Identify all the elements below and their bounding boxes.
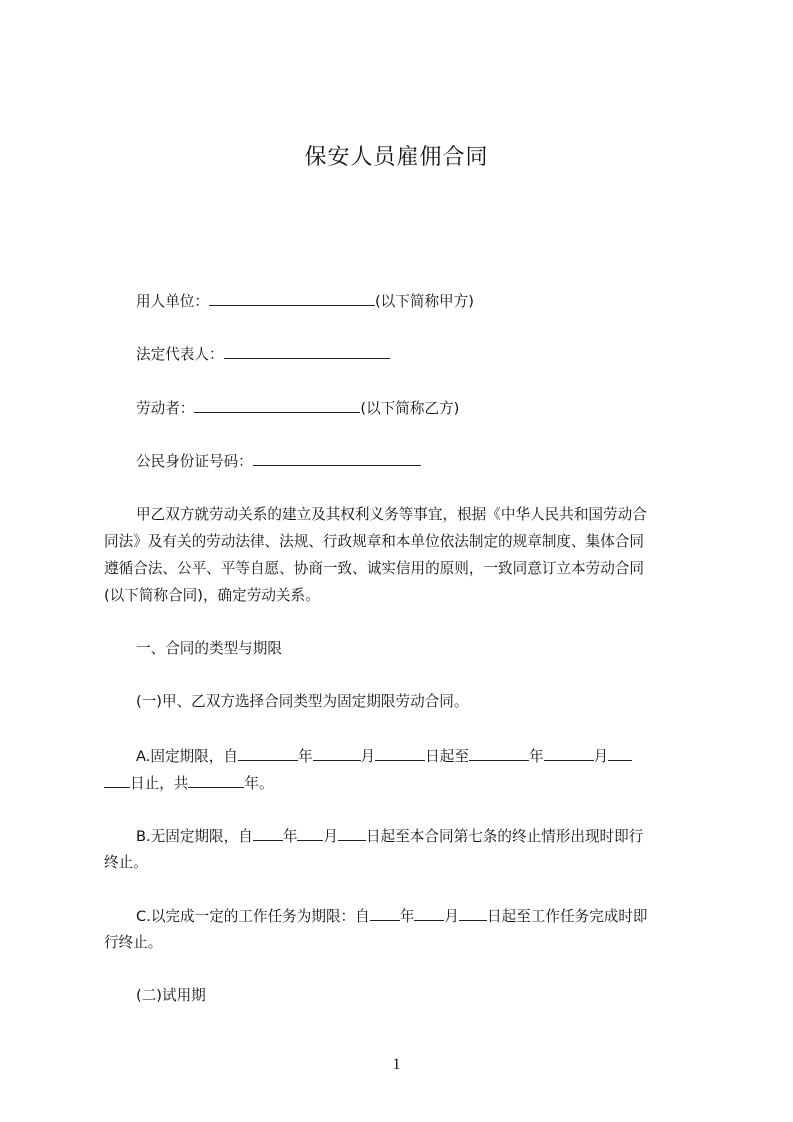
clause1: (一)甲、乙双方选择合同类型为固定期限劳动合同。: [136, 693, 469, 710]
option-b-line-1: [136, 826, 643, 847]
a-day-from-text: 日起至: [425, 748, 469, 765]
option-c-label: C.以完成一定的工作任务为期限：自: [136, 908, 370, 925]
a-to-year-blank[interactable]: [469, 746, 529, 761]
option-a-line-2: [104, 773, 274, 794]
c-year-text: 年: [399, 908, 415, 925]
a-to-month-blank[interactable]: [544, 746, 594, 761]
employer-suffix: (以下简称甲方): [374, 293, 474, 310]
b-year-text: 年: [282, 828, 298, 845]
a-day-to-text: 日止，共: [130, 775, 189, 792]
a-to-day-blank-2[interactable]: [104, 773, 130, 788]
a-from-day-blank[interactable]: [375, 746, 425, 761]
c-month-text: 月: [444, 908, 459, 925]
c-month-blank[interactable]: [414, 906, 444, 921]
preamble-line-1: 甲乙双方就劳动关系的建立及其权利义务等事宜，根据《中华人民共和国劳动合: [136, 506, 647, 523]
c-day-blank[interactable]: [459, 906, 487, 921]
legal-rep-line: [136, 344, 390, 365]
document-title: 保安人员雇佣合同: [304, 145, 489, 170]
option-a-line-1: [136, 746, 632, 767]
a-from-month-blank[interactable]: [313, 746, 361, 761]
b-month-text: 月: [323, 828, 339, 845]
b-rest-text: 日起至本合同第七条的终止情形出现时即行: [366, 828, 644, 845]
option-c-line-1: [136, 906, 648, 927]
a-year2-text: 年: [528, 748, 544, 765]
a-month2-text: 月: [593, 748, 609, 765]
worker-blank[interactable]: [194, 398, 360, 413]
c-year-blank[interactable]: [370, 906, 400, 921]
employer-label: 用人单位：: [136, 293, 209, 310]
employer-blank[interactable]: [209, 291, 375, 306]
b-year-blank[interactable]: [253, 826, 283, 841]
employer-line: [136, 291, 474, 312]
worker-line: [136, 398, 459, 419]
id-blank[interactable]: [253, 451, 421, 466]
clause2-heading: (二)试用期: [136, 987, 206, 1004]
option-b-label: B.无固定期限，自: [136, 828, 253, 845]
a-years-blank[interactable]: [188, 773, 244, 788]
preamble-line-2: 同法》及有关的劳动法律、法规、行政规章和本单位依法制定的规章制度、集体合同: [104, 533, 644, 550]
a-year-text: 年: [297, 748, 313, 765]
preamble-line-4: (以下简称合同)，确定劳动关系。: [104, 587, 320, 604]
option-a-label: A.固定期限，自: [136, 748, 238, 765]
section1-heading: 一、合同的类型与期限: [136, 640, 282, 657]
b-day-blank[interactable]: [338, 826, 366, 841]
id-line: [136, 451, 421, 472]
id-label: 公民身份证号码：: [136, 453, 253, 470]
c-rest-text: 日起至工作任务完成时即: [486, 908, 648, 925]
worker-label: 劳动者：: [136, 400, 195, 417]
b-month-blank[interactable]: [297, 826, 323, 841]
legal-rep-blank[interactable]: [224, 344, 390, 359]
a-years-text: 年。: [244, 775, 274, 792]
preamble-line-3: 遵循合法、公平、平等自愿、协商一致、诚实信用的原则，一致同意订立本劳动合同: [104, 560, 644, 577]
option-b-line-2: 终止。: [104, 854, 148, 871]
worker-suffix: (以下简称乙方): [360, 400, 460, 417]
a-month-text: 月: [360, 748, 376, 765]
a-to-day-blank-1[interactable]: [608, 746, 632, 761]
option-c-line-2: 行终止。: [104, 934, 163, 951]
page-number: 1: [392, 1056, 401, 1073]
legal-rep-label: 法定代表人：: [136, 346, 224, 363]
a-from-year-blank[interactable]: [238, 746, 298, 761]
